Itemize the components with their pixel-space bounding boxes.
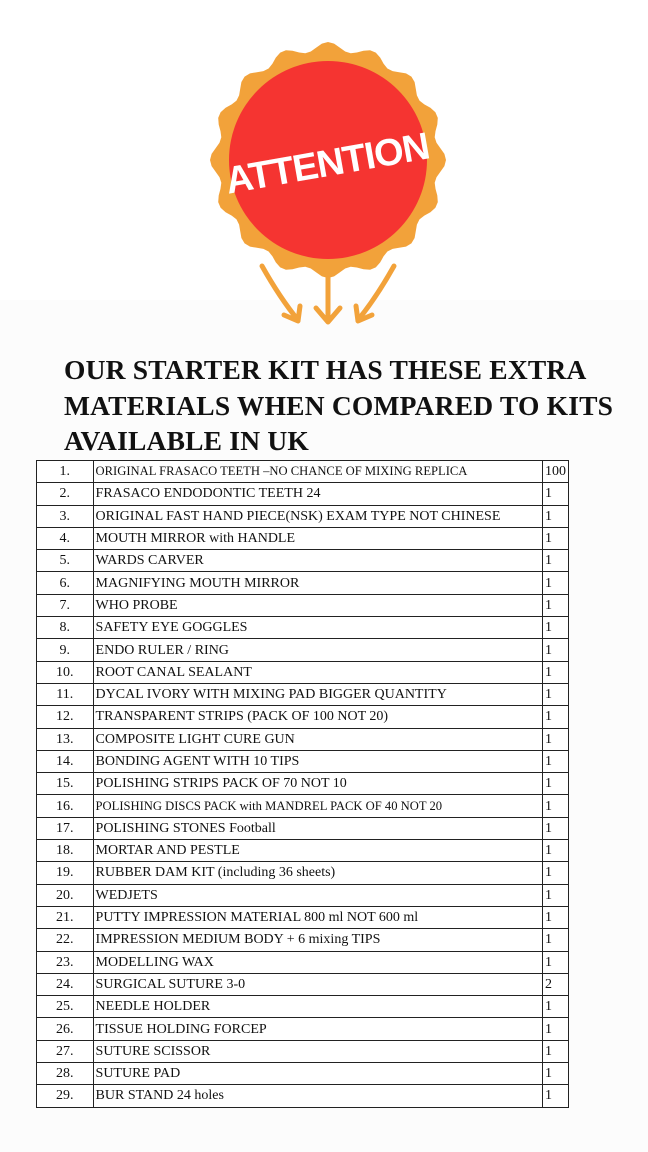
item-name-cell: TISSUE HOLDING FORCEP — [93, 1018, 542, 1040]
table-row — [37, 1085, 569, 1107]
table-row — [37, 750, 569, 772]
item-quantity-cell: 1 — [542, 862, 568, 884]
item-number-cell: 23. — [37, 951, 94, 973]
item-name-cell: MODELLING WAX — [93, 951, 542, 973]
item-quantity-cell: 1 — [542, 929, 568, 951]
item-quantity-cell: 1 — [542, 661, 568, 683]
table-row — [37, 483, 569, 505]
item-name-cell: MOUTH MIRROR with HANDLE — [93, 527, 542, 549]
table-row — [37, 906, 569, 928]
item-name-cell: SURGICAL SUTURE 3-0 — [93, 973, 542, 995]
item-name-cell: SAFETY EYE GOGGLES — [93, 617, 542, 639]
item-number-cell: 25. — [37, 996, 94, 1018]
item-quantity-cell: 1 — [542, 817, 568, 839]
item-number-cell: 27. — [37, 1040, 94, 1062]
item-number-cell: 8. — [37, 617, 94, 639]
heading — [64, 352, 644, 459]
heading-line: MATERIALS WHEN COMPARED TO KITS — [64, 389, 614, 421]
item-quantity-cell: 1 — [542, 617, 568, 639]
item-quantity-cell: 1 — [542, 1063, 568, 1085]
item-name-cell: SUTURE SCISSOR — [93, 1040, 542, 1062]
table-row — [37, 929, 569, 951]
item-number-cell: 13. — [37, 728, 94, 750]
item-number-cell: 20. — [37, 884, 94, 906]
item-name-cell: POLISHING DISCS PACK with MANDREL PACK OF 40 NOT 20 — [93, 795, 542, 817]
attention-text: ATTENTION — [222, 125, 433, 203]
item-quantity-cell: 1 — [542, 505, 568, 527]
table-row — [37, 973, 569, 995]
kit-items-body — [37, 461, 569, 1108]
item-name-cell: ROOT CANAL SEALANT — [93, 661, 542, 683]
item-quantity-cell: 2 — [542, 973, 568, 995]
table-row — [37, 1018, 569, 1040]
item-number-cell: 16. — [37, 795, 94, 817]
item-quantity-cell: 1 — [542, 594, 568, 616]
item-quantity-cell: 100 — [542, 461, 568, 483]
item-number-cell: 5. — [37, 550, 94, 572]
item-quantity-cell: 1 — [542, 483, 568, 505]
item-quantity-cell: 1 — [542, 550, 568, 572]
table-row — [37, 550, 569, 572]
item-number-cell: 3. — [37, 505, 94, 527]
item-number-cell: 6. — [37, 572, 94, 594]
item-number-cell: 21. — [37, 906, 94, 928]
item-number-cell: 15. — [37, 773, 94, 795]
item-name-cell: WEDJETS — [93, 884, 542, 906]
table-row — [37, 862, 569, 884]
table-row — [37, 683, 569, 705]
item-quantity-cell: 1 — [542, 906, 568, 928]
table-row — [37, 840, 569, 862]
item-name-cell: POLISHING STRIPS PACK OF 70 NOT 10 — [93, 773, 542, 795]
table-row — [37, 817, 569, 839]
item-quantity-cell: 1 — [542, 1085, 568, 1107]
table-row — [37, 996, 569, 1018]
item-quantity-cell: 1 — [542, 683, 568, 705]
item-quantity-cell: 1 — [542, 795, 568, 817]
item-quantity-cell: 1 — [542, 1040, 568, 1062]
item-name-cell: ORIGINAL FRASACO TEETH –NO CHANCE OF MIXING REPLICA — [93, 461, 542, 483]
item-number-cell: 2. — [37, 483, 94, 505]
item-quantity-cell: 1 — [542, 1018, 568, 1040]
table-row — [37, 728, 569, 750]
item-number-cell: 9. — [37, 639, 94, 661]
item-name-cell: TRANSPARENT STRIPS (PACK OF 100 NOT 20) — [93, 706, 542, 728]
table-row — [37, 461, 569, 483]
item-quantity-cell: 1 — [542, 840, 568, 862]
item-name-cell: BUR STAND 24 holes — [93, 1085, 542, 1107]
item-quantity-cell: 1 — [542, 706, 568, 728]
item-number-cell: 10. — [37, 661, 94, 683]
item-name-cell: PUTTY IMPRESSION MATERIAL 800 ml NOT 600 ml — [93, 906, 542, 928]
item-name-cell: MAGNIFYING MOUTH MIRROR — [93, 572, 542, 594]
table-row — [37, 795, 569, 817]
table-row — [37, 527, 569, 549]
item-name-cell: FRASACO ENDODONTIC TEETH 24 — [93, 483, 542, 505]
item-name-cell: IMPRESSION MEDIUM BODY + 6 mixing TIPS — [93, 929, 542, 951]
item-name-cell: BONDING AGENT WITH 10 TIPS — [93, 750, 542, 772]
item-name-cell: WARDS CARVER — [93, 550, 542, 572]
table-row — [37, 572, 569, 594]
item-quantity-cell: 1 — [542, 639, 568, 661]
table-row — [37, 639, 569, 661]
item-name-cell: RUBBER DAM KIT (including 36 sheets) — [93, 862, 542, 884]
item-quantity-cell: 1 — [542, 884, 568, 906]
table-row — [37, 594, 569, 616]
item-number-cell: 7. — [37, 594, 94, 616]
item-name-cell: ORIGINAL FAST HAND PIECE(NSK) EXAM TYPE NOT CHINESE — [93, 505, 542, 527]
item-quantity-cell: 1 — [542, 527, 568, 549]
item-number-cell: 18. — [37, 840, 94, 862]
down-arrows-icon — [262, 266, 394, 322]
table-row — [37, 661, 569, 683]
table-row — [37, 1040, 569, 1062]
item-quantity-cell: 1 — [542, 996, 568, 1018]
attention-badge — [200, 28, 460, 338]
item-number-cell: 22. — [37, 929, 94, 951]
item-quantity-cell: 1 — [542, 750, 568, 772]
item-number-cell: 11. — [37, 683, 94, 705]
table-row — [37, 773, 569, 795]
table-row — [37, 884, 569, 906]
item-number-cell: 4. — [37, 527, 94, 549]
table-row — [37, 505, 569, 527]
item-number-cell: 17. — [37, 817, 94, 839]
item-quantity-cell: 1 — [542, 951, 568, 973]
item-number-cell: 26. — [37, 1018, 94, 1040]
item-number-cell: 24. — [37, 973, 94, 995]
table-row — [37, 706, 569, 728]
item-name-cell: NEEDLE HOLDER — [93, 996, 542, 1018]
item-name-cell: POLISHING STONES Football — [93, 817, 542, 839]
item-number-cell: 12. — [37, 706, 94, 728]
item-number-cell: 28. — [37, 1063, 94, 1085]
item-quantity-cell: 1 — [542, 728, 568, 750]
item-name-cell: DYCAL IVORY WITH MIXING PAD BIGGER QUANTITY — [93, 683, 542, 705]
item-quantity-cell: 1 — [542, 773, 568, 795]
item-number-cell: 19. — [37, 862, 94, 884]
heading-line: AVAILABLE IN UK — [64, 425, 309, 456]
item-name-cell: ENDO RULER / RING — [93, 639, 542, 661]
item-name-cell: COMPOSITE LIGHT CURE GUN — [93, 728, 542, 750]
item-name-cell: WHO PROBE — [93, 594, 542, 616]
item-name-cell: SUTURE PAD — [93, 1063, 542, 1085]
item-number-cell: 14. — [37, 750, 94, 772]
kit-items-table — [36, 460, 569, 1108]
table-row — [37, 951, 569, 973]
table-row — [37, 617, 569, 639]
heading-line: OUR STARTER KIT HAS THESE EXTRA — [64, 354, 587, 385]
item-quantity-cell: 1 — [542, 572, 568, 594]
item-name-cell: MORTAR AND PESTLE — [93, 840, 542, 862]
item-number-cell: 1. — [37, 461, 94, 483]
table-row — [37, 1063, 569, 1085]
item-number-cell: 29. — [37, 1085, 94, 1107]
